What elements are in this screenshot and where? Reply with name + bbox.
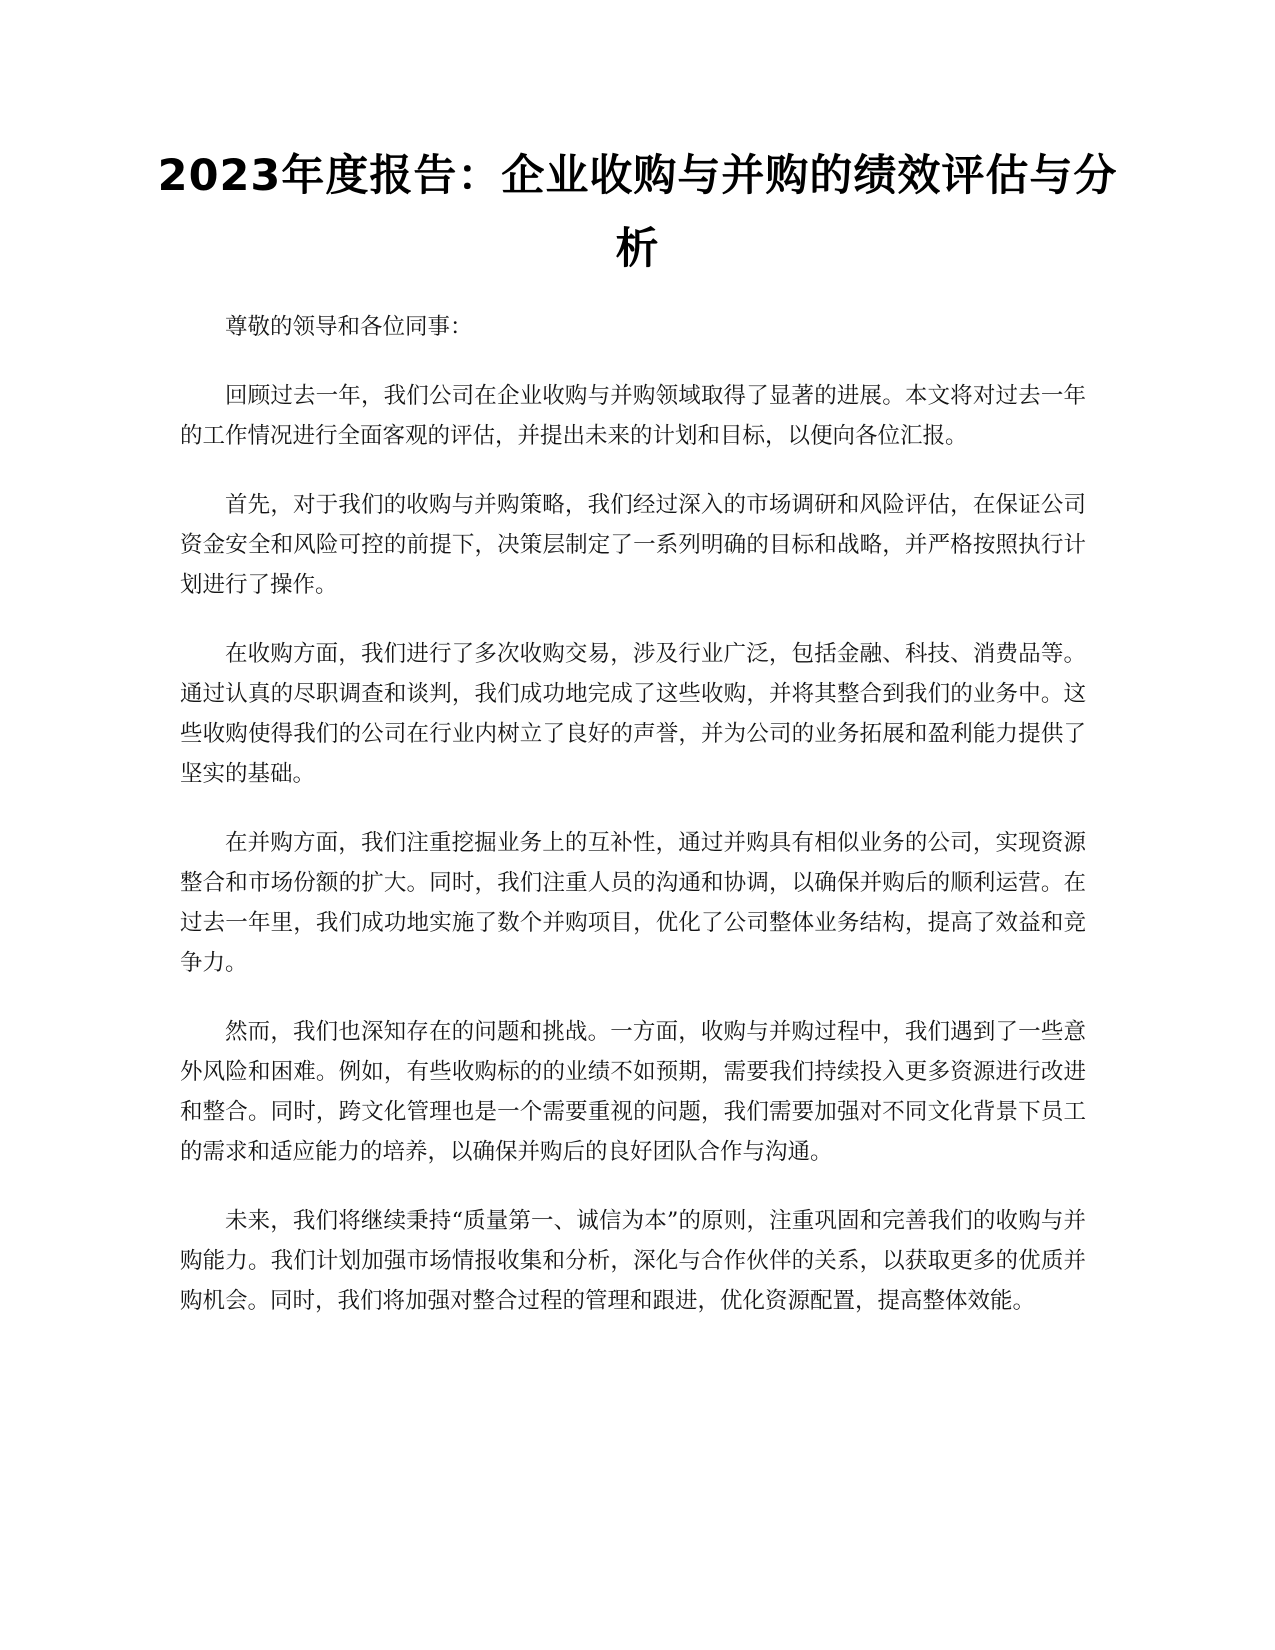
body-paragraph: 首先，对于我们的收购与并购策略，我们经过深入的市场调研和风险评估，在保证公司资金安全和风险可控的前提下，决策层制定了一系列明确的目标和战略，并严格按照执行计划进行了操作。 — [180, 492, 1086, 598]
body-paragraph: 回顾过去一年，我们公司在企业收购与并购领域取得了显著的进展。本文将对过去一年的工作情况进行全面客观的评估，并提出未来的计划和目标，以便向各位汇报。 — [180, 383, 1086, 449]
body-paragraph: 未来，我们将继续秉持“质量第一、诚信为本”的原则，注重巩固和完善我们的收购与并购能力。我们计划加强市场情报收集和分析，深化与合作伙伴的关系，以获取更多的优质并购机会。同时，我们将加强对整合过程的管理和跟进，优化资源配置，提高整体效能。 — [180, 1208, 1086, 1314]
body-paragraph: 在并购方面，我们注重挖掘业务上的互补性，通过并购具有相似业务的公司，实现资源整合和市场份额的扩大。同时，我们注重人员的沟通和协调，以确保并购后的顺利运营。在过去一年里，我们成功地实施了数个并购项目，优化了公司整体业务结构，提高了效益和竞争力。 — [180, 830, 1086, 976]
body-paragraph: 然而，我们也深知存在的问题和挑战。一方面，收购与并购过程中，我们遇到了一些意外风险和困难。例如，有些收购标的的业绩不如预期，需要我们持续投入更多资源进行改进和整合。同时，跨文化管理也是一个需要重视的问题，我们需要加强对不同文化背景下员工的需求和适应能力的培养，以确保并购后的良好团队合作与沟通。 — [180, 1019, 1086, 1165]
document-body — [180, 307, 1086, 1350]
document-title: 2023年度报告：企业收购与并购的绩效评估与分析 — [157, 151, 1118, 274]
body-paragraph: 在收购方面，我们进行了多次收购交易，涉及行业广泛，包括金融、科技、消费品等。通过认真的尽职调查和谈判，我们成功地完成了这些收购，并将其整合到我们的业务中。这些收购使得我们的公司在行业内树立了良好的声誉，并为公司的业务拓展和盈利能力提供了坚实的基础。 — [180, 641, 1086, 787]
salutation-paragraph: 尊敬的领导和各位同事： — [225, 314, 473, 340]
